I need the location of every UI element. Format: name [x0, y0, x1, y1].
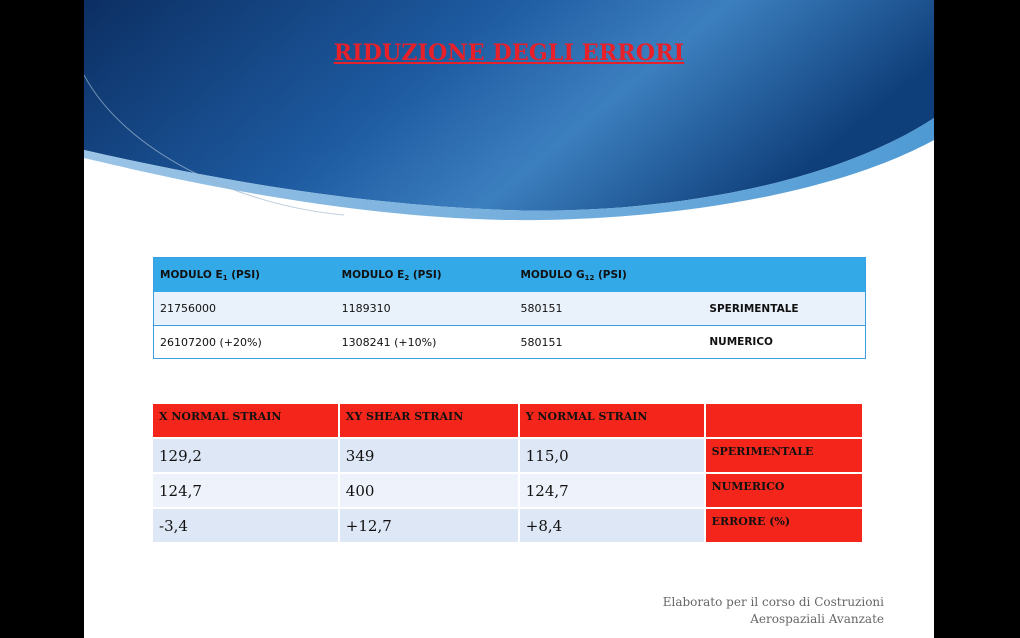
slide-title: RIDUZIONE DEGLI ERRORI: [333, 40, 685, 66]
footer-line-1: Elaborato per il corso di Costruzioni: [662, 595, 884, 609]
moduli-header-label: [703, 258, 865, 292]
table-row: [153, 439, 862, 472]
moduli-header-e2: MODULO $E_2$ (PSI): [336, 258, 515, 292]
cell: 1189310: [336, 292, 515, 325]
row-label: ERRORE (%): [706, 509, 862, 542]
strain-table: [151, 402, 864, 544]
cell: 580151: [514, 325, 703, 358]
row-label: SPERIMENTALE: [706, 439, 862, 472]
slide: [84, 0, 934, 638]
cell: 129,2: [153, 439, 338, 472]
footer-credit: [663, 594, 884, 628]
cell: 124,7: [520, 474, 704, 507]
cell: 124,7: [153, 474, 338, 507]
cell: 26107200 (+20%): [154, 325, 336, 358]
cell: +12,7: [340, 509, 518, 542]
cell: -3,4: [153, 509, 338, 542]
moduli-header-e1: MODULO $E_1$ (PSI): [154, 258, 336, 292]
table-row: [154, 325, 865, 358]
cell: 349: [340, 439, 518, 472]
strain-header-x: X NORMAL STRAIN: [153, 404, 338, 437]
header-wave-background: [84, 0, 934, 240]
cell: 400: [340, 474, 518, 507]
row-label: SPERIMENTALE: [703, 292, 865, 325]
moduli-header-row: [154, 258, 865, 292]
moduli-table: [153, 257, 866, 359]
footer-line-2: Aerospaziali Avanzate: [750, 612, 884, 626]
strain-header-label: [706, 404, 862, 437]
cell: 21756000: [154, 292, 336, 325]
strain-header-row: [153, 404, 862, 437]
row-label: NUMERICO: [703, 325, 865, 358]
row-label: NUMERICO: [706, 474, 862, 507]
table-row: [153, 474, 862, 507]
moduli-header-g12: MODULO $G_{12}$ (PSI): [514, 258, 703, 292]
table-row: [154, 292, 865, 325]
table-row: [153, 509, 862, 542]
cell: 115,0: [520, 439, 704, 472]
strain-header-xy: XY SHEAR STRAIN: [340, 404, 518, 437]
strain-header-y: Y NORMAL STRAIN: [520, 404, 704, 437]
cell: 580151: [514, 292, 703, 325]
cell: +8,4: [520, 509, 704, 542]
cell: 1308241 (+10%): [336, 325, 515, 358]
